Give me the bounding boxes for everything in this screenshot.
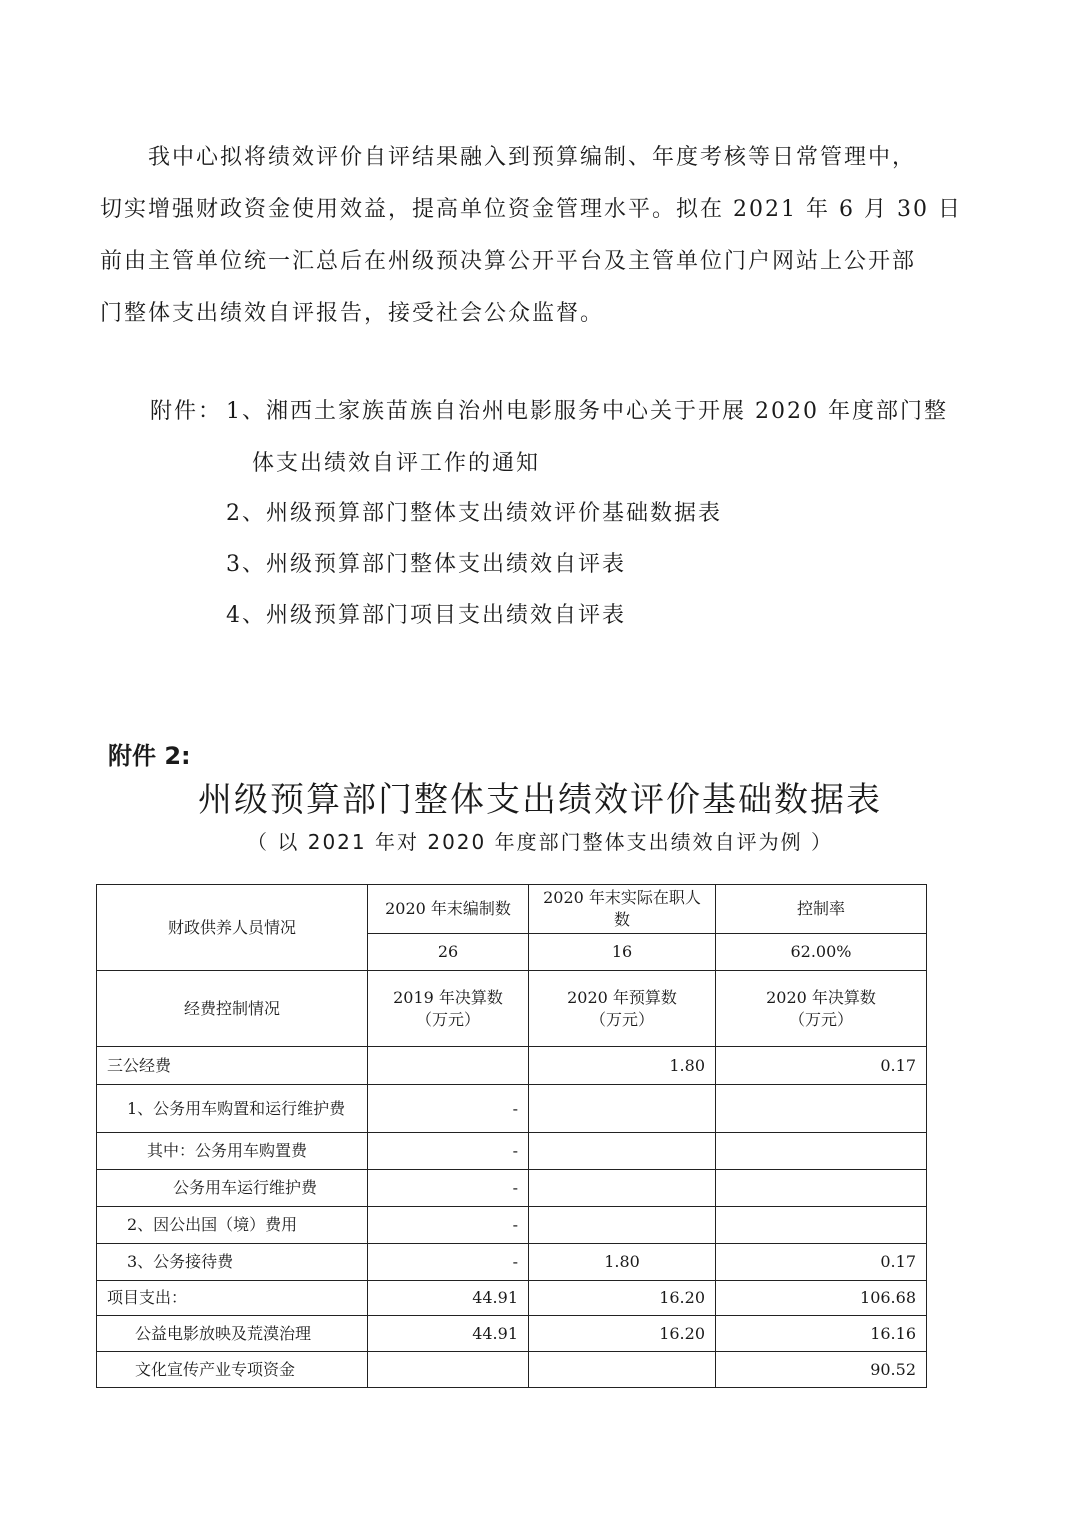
table-header-cell: 控制率 — [716, 885, 927, 934]
paragraph-line: 前由主管单位统一汇总后在州级预决算公开平台及主管单位门户网站上公开部 — [100, 249, 917, 274]
row-label: 1、公务用车购置和运行维护费 — [97, 1085, 368, 1133]
row-label: 3、公务接待费 — [97, 1244, 368, 1281]
table-cell — [529, 1133, 716, 1170]
table-row — [97, 1207, 927, 1244]
paragraph-line: 我中心拟将绩效评价自评结果融入到预算编制、年度考核等日常管理中， — [148, 145, 917, 170]
page-title: 州级预算部门整体支出绩效评价基础数据表 — [198, 780, 882, 820]
table-cell: 26 — [368, 934, 529, 971]
attachment-item-1-cont: 体支出绩效自评工作的通知 — [252, 451, 541, 476]
table-row — [97, 1047, 927, 1085]
attachment-item-3: 3、州级预算部门整体支出绩效自评表 — [226, 552, 626, 577]
table-row — [97, 1085, 927, 1133]
funds-label: 经费控制情况 — [97, 971, 368, 1047]
table-row — [97, 1352, 927, 1388]
paragraph-line: 门整体支出绩效自评报告，接受社会公众监督。 — [100, 301, 605, 326]
table-header-cell: 2020 年末实际在职人数 — [529, 885, 716, 934]
table-cell: 90.52 — [716, 1352, 927, 1388]
table-cell: 44.91 — [368, 1281, 529, 1316]
paragraph-line: 切实增强财政资金使用效益，提高单位资金管理水平。拟在 2021 年 6 月 30 日 — [100, 197, 962, 222]
table-cell: - — [368, 1244, 529, 1281]
table-cell — [529, 1170, 716, 1207]
table-cell: 0.17 — [716, 1047, 927, 1085]
table-cell — [368, 1352, 529, 1388]
table-cell: 1.80 — [529, 1047, 716, 1085]
page-subtitle: （ 以 2021 年对 2020 年度部门整体支出绩效自评为例 ） — [247, 830, 833, 854]
row-label: 三公经费 — [97, 1047, 368, 1085]
table-header-cell: 2020 年决算数（万元） — [716, 971, 927, 1047]
attachment-item-1: 1、湘西土家族苗族自治州电影服务中心关于开展 2020 年度部门整 — [226, 399, 948, 424]
row-label: 其中：公务用车购置费 — [97, 1133, 368, 1170]
table-cell: 16.20 — [529, 1281, 716, 1316]
attachment-item-2: 2、州级预算部门整体支出绩效评价基础数据表 — [226, 501, 722, 526]
row-label: 2、因公出国（境）费用 — [97, 1207, 368, 1244]
table-cell — [529, 1085, 716, 1133]
row-label: 项目支出： — [97, 1281, 368, 1316]
row-label: 文化宣传产业专项资金 — [97, 1352, 368, 1388]
table-header-cell: 2020 年预算数（万元） — [529, 971, 716, 1047]
table-cell: - — [368, 1133, 529, 1170]
table-header-cell: 2019 年决算数（万元） — [368, 971, 529, 1047]
table-cell — [368, 1047, 529, 1085]
table-cell: 44.91 — [368, 1316, 529, 1352]
table-row — [97, 1316, 927, 1352]
table-cell: - — [368, 1207, 529, 1244]
table-row — [97, 1244, 927, 1281]
table-cell: 1.80 — [529, 1244, 716, 1281]
row-label: 公务用车运行维护费 — [97, 1170, 368, 1207]
table-row — [97, 971, 927, 1047]
staff-label: 财政供养人员情况 — [97, 885, 368, 971]
table-cell — [529, 1352, 716, 1388]
attachment-prefix: 附件： — [150, 399, 223, 424]
table-cell: 16.16 — [716, 1316, 927, 1352]
table-cell: 0.17 — [716, 1244, 927, 1281]
table-cell: 16 — [529, 934, 716, 971]
table-cell — [529, 1207, 716, 1244]
table-cell: 62.00% — [716, 934, 927, 971]
table-cell: 16.20 — [529, 1316, 716, 1352]
row-label: 公益电影放映及荒漠治理 — [97, 1316, 368, 1352]
table-cell — [716, 1207, 927, 1244]
table-header-cell: 2020 年末编制数 — [368, 885, 529, 934]
table-cell: - — [368, 1085, 529, 1133]
table-row — [97, 1170, 927, 1207]
table-cell — [716, 1170, 927, 1207]
attachment-item-4: 4、州级预算部门项目支出绩效自评表 — [226, 603, 626, 628]
table-row — [97, 1133, 927, 1170]
table-row — [97, 1281, 927, 1316]
data-table — [96, 884, 927, 1388]
appendix-label: 附件 2: — [108, 742, 191, 770]
table-cell — [716, 1085, 927, 1133]
body-paragraph — [100, 132, 980, 340]
table-cell: - — [368, 1170, 529, 1207]
table-row — [97, 885, 927, 934]
table-cell: 106.68 — [716, 1281, 927, 1316]
table-cell — [716, 1133, 927, 1170]
